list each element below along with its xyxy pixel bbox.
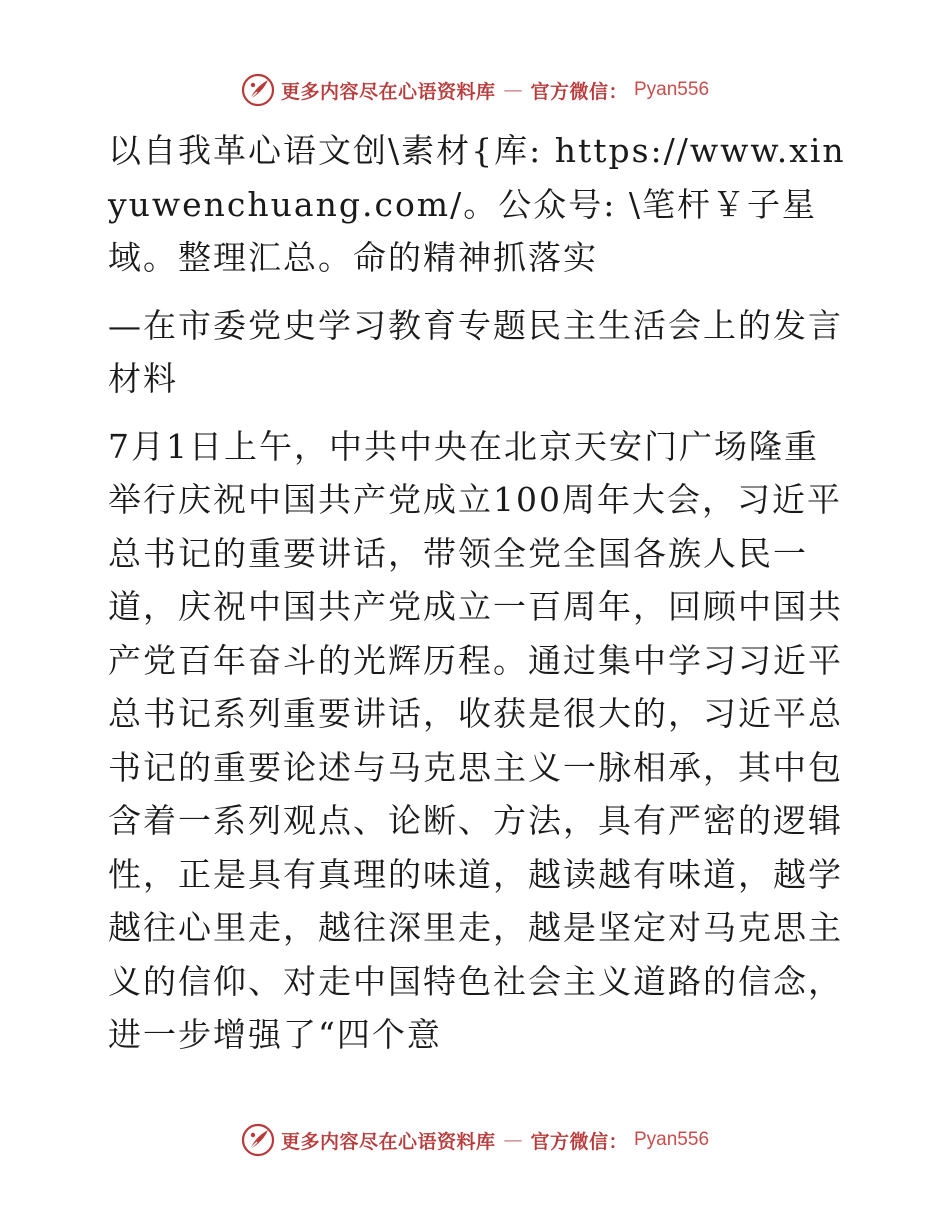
document-body — [98, 124, 850, 1062]
title-line: 以自我革心语文创\素材{库: https://www.xinyuwenchuang.com/。公众号: \笔杆￥子星域。整理汇总。命的精神抓落实 — [108, 131, 846, 277]
banner-text: 更多内容尽在心语资料库 — [280, 80, 496, 103]
banner-contact: 官方微信： — [530, 80, 628, 103]
header-banner — [0, 70, 950, 110]
banner-text: 更多内容尽在心语资料库 — [280, 1130, 496, 1153]
body-paragraph: 7月1日上午，中共中央在北京天安门广场隆重举行庆祝中国共产党成立100周年大会，习近平总书记的重要讲话，带领全党全国各族人民一道，庆祝中国共产党成立一百周年，回顾中国共产党百年奋斗的光辉历程。通过集中学习习近平总书记系列重要讲话，收获是很大的，习近平总书记的重要论述与马克思主义一脉相承，其中包含着一系列观点、论断、方法，具有严密的逻辑性，正是具有真理的味道，越读越有味道，越学越往心里走，越往深里走，越是坚定对马克思主义的信仰、对走中国特色社会主义道路的信念，进一步增强了“四个意 — [108, 426, 843, 1054]
banner-contact: 官方微信： — [530, 1130, 628, 1153]
banner-separator: — — [503, 79, 523, 101]
footer-banner — [0, 1120, 950, 1160]
subtitle: —在市委党史学习教育专题民主生活会上的发言材料 — [108, 305, 843, 398]
quill-pen-icon — [241, 73, 275, 107]
banner-wechat-id: Pyan556 — [634, 1129, 710, 1150]
banner-separator: — — [503, 1129, 523, 1151]
banner-wechat-id: Pyan556 — [634, 79, 710, 100]
quill-pen-icon — [241, 1123, 275, 1157]
